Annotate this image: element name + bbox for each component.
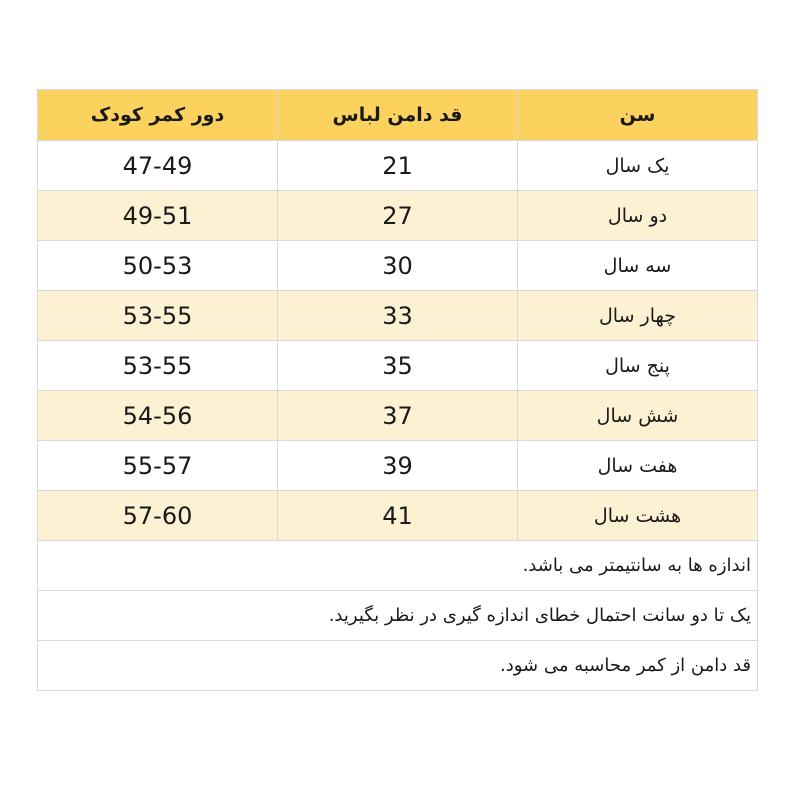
length-cell: 35 — [278, 341, 518, 391]
note-row — [38, 641, 758, 691]
length-cell: 41 — [278, 491, 518, 541]
age-cell: چهار سال — [518, 291, 758, 341]
age-cell: پنج سال — [518, 341, 758, 391]
age-cell: دو سال — [518, 191, 758, 241]
table-row — [38, 141, 758, 191]
length-cell: 39 — [278, 441, 518, 491]
table-row — [38, 491, 758, 541]
size-table — [37, 89, 758, 691]
table-row — [38, 291, 758, 341]
age-cell: هفت سال — [518, 441, 758, 491]
header-skirt-length: قد دامن لباس — [278, 90, 518, 141]
note-error-margin: یک تا دو سانت احتمال خطای اندازه گیری در نظر بگیرید. — [38, 591, 758, 641]
waist-cell: 53-55 — [38, 341, 278, 391]
waist-cell: 57-60 — [38, 491, 278, 541]
waist-cell: 55-57 — [38, 441, 278, 491]
length-cell: 33 — [278, 291, 518, 341]
age-cell: یک سال — [518, 141, 758, 191]
length-cell: 37 — [278, 391, 518, 441]
note-row — [38, 541, 758, 591]
age-cell: سه سال — [518, 241, 758, 291]
table-row — [38, 391, 758, 441]
waist-cell: 47-49 — [38, 141, 278, 191]
waist-cell: 50-53 — [38, 241, 278, 291]
waist-cell: 49-51 — [38, 191, 278, 241]
header-waist: دور کمر کودک — [38, 90, 278, 141]
age-cell: شش سال — [518, 391, 758, 441]
length-cell: 27 — [278, 191, 518, 241]
table-row — [38, 241, 758, 291]
length-cell: 30 — [278, 241, 518, 291]
table-row — [38, 341, 758, 391]
waist-cell: 54-56 — [38, 391, 278, 441]
header-row — [38, 90, 758, 141]
header-age: سن — [518, 90, 758, 141]
length-cell: 21 — [278, 141, 518, 191]
age-cell: هشت سال — [518, 491, 758, 541]
note-units: اندازه ها به سانتیمتر می باشد. — [38, 541, 758, 591]
note-measured-from-waist: قد دامن از کمر محاسبه می شود. — [38, 641, 758, 691]
note-row — [38, 591, 758, 641]
table-row — [38, 441, 758, 491]
waist-cell: 53-55 — [38, 291, 278, 341]
table-row — [38, 191, 758, 241]
